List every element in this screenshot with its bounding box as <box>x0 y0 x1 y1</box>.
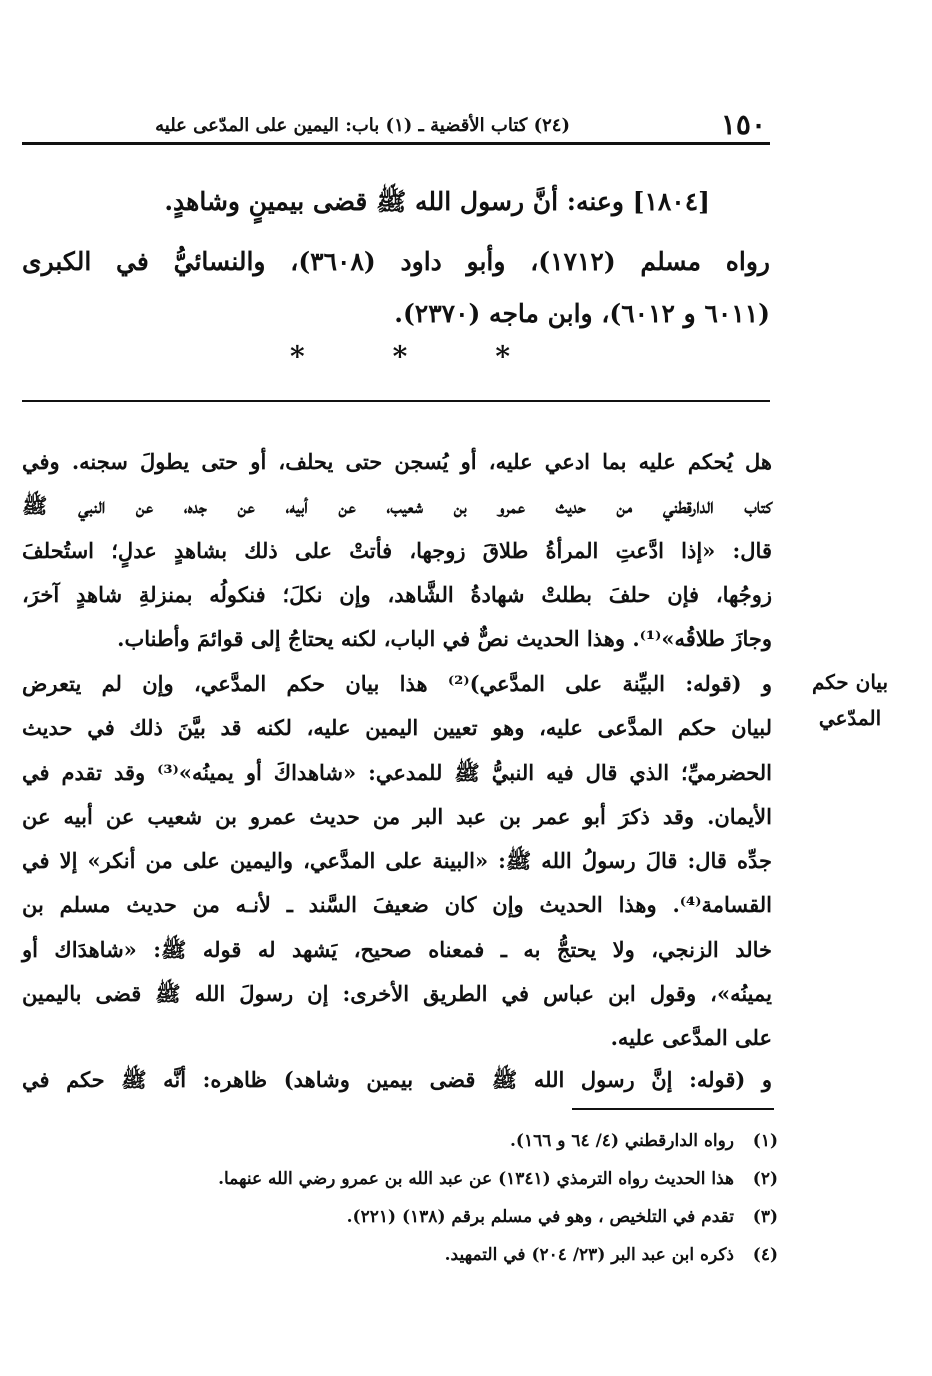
footnote-number: (٢) <box>752 1169 778 1189</box>
section-separator <box>290 340 510 373</box>
text-line: يمينُه»، وقول ابن عباس في الطريق الأخرى: إن رسولَ الله ﷺ قضى باليمين <box>22 981 772 1007</box>
text-line: قال: «إذا ادَّعتِ المرأةُ طلاقَ زوجها، فأتتْ على ذلك بشاهدٍ عدلٍ؛ استُحلفَ <box>22 537 772 563</box>
star-glyph: * <box>290 340 305 373</box>
page-number: ١٥٠ <box>720 108 766 141</box>
footnote-text: رواه الدارقطني (٤/ ٦٤ و ١٦٦). <box>509 1131 734 1151</box>
text-line: الحضرميِّ؛ الذي قال فيه النبيُّ ﷺ للمدعي: «شاهداكَ أو يمينُه»⁽³⁾ وقد تقدم في <box>22 759 772 785</box>
footnote <box>22 1122 778 1160</box>
footnote-text: ذكره ابن عبد البر (٢٣/ ٢٠٤) في التمهيد. <box>444 1245 734 1265</box>
running-title: (٢٤) كتاب الأقضية ـ (١) باب: اليمين على المدّعى عليه <box>155 115 570 136</box>
footnote-number: (٤) <box>752 1245 778 1265</box>
text-line: و (قوله: إنَّ رسول الله ﷺ قضى بيمين وشاهد) ظاهره: أنَّه ﷺ حكم في <box>22 1067 772 1092</box>
footnote-number: (٣) <box>752 1207 778 1227</box>
footnote-text: تقدم في التلخيص ، وهو في مسلم برقم (١٣٨) (٢٢١). <box>346 1207 734 1227</box>
text-line: كتاب الدارقطني من حديث عمرو بن شعيب، عن أبيه، عن جده، عن النبي ﷺ <box>22 493 772 519</box>
footnote <box>22 1160 778 1198</box>
margin-note-line: بيان حكم <box>811 670 889 694</box>
text-line: زوجُها، فإن حلفَ بطلتْ شهادةُ الشَّاهد، وإن نكلَ؛ فنكولُه بمنزلةِ شاهدٍ آخرَ، <box>22 581 772 607</box>
commentary-paragraph-2 <box>22 662 772 1061</box>
star-glyph: * <box>495 340 510 373</box>
source-line: (٦٠١١ و ٦٠١٢)، وابن ماجه (٢٣٧٠). <box>394 299 770 328</box>
text-line: هل يُحكم عليه بما ادعي عليه، أو يُسجن حتى يحلف، أو حتى يطولَ سجنه. وفي <box>22 449 772 474</box>
commentary-paragraph-1 <box>22 440 772 661</box>
hadith-source <box>22 236 770 340</box>
footnote-text: هذا الحديث رواه الترمذي (١٣٤١) عن عبد الله بن عمرو رضي الله عنهما. <box>218 1169 734 1189</box>
footnote <box>22 1198 778 1236</box>
text-line: خالد الزنجي، ولا يحتجُّ به ـ فمعناه صحيح، يَشهد له قوله ﷺ: «شاهدَاك أو <box>22 936 772 962</box>
text-line: لبيان حكم المدَّعى عليه، وهو تعيين اليمين عليه، لكنه قد بيَّنَ ذلك في حديث <box>22 715 772 741</box>
hadith-text: [١٨٠٤] وعنه: أنَّ رسول الله ﷺ قضى بيمينٍ وشاهدٍ. <box>164 187 710 216</box>
footnote-number: (١) <box>752 1131 778 1151</box>
section-divider <box>22 400 770 402</box>
star-glyph: * <box>392 340 408 373</box>
text-line: القسامة⁽⁴⁾. وهذا الحديث وإن كان ضعيفَ السَّند ـ لأنـه من حديث مسلم بن <box>22 892 772 918</box>
footnote-rule <box>572 1108 774 1110</box>
footnotes <box>22 1122 778 1274</box>
source-line: رواه مسلم (١٧١٢)، وأبو داود (٣٦٠٨)، والنسائيُّ في الكبرى <box>22 247 770 276</box>
text-line: و (قوله: البيِّنة على المدَّعي)⁽²⁾ هذا بيان حكم المدَّعي، وإن لم يتعرض <box>22 671 772 696</box>
text-line: وجازَ طلاقُه»⁽¹⁾. وهذا الحديث نصٌّ في الباب، لكنه يحتاجُ إلى قوائمَ وأطناب. <box>117 626 772 652</box>
commentary-paragraph-3 <box>22 1058 772 1102</box>
margin-note-line: المدّعي <box>818 706 882 730</box>
margin-note <box>790 664 910 736</box>
page-header <box>22 108 770 145</box>
footnote <box>22 1236 778 1274</box>
text-line: على المدَّعى عليه. <box>610 1025 772 1051</box>
text-line: الأيمان. وقد ذكرَ أبو عمر بن عبد البر من حديث عمرو بن شعيب عن أبيه عن <box>22 803 772 829</box>
text-line: جدِّه قال: قالَ رسولُ الله ﷺ: «البينة على المدَّعي، واليمين على من أنكر» إلا في <box>22 848 772 874</box>
